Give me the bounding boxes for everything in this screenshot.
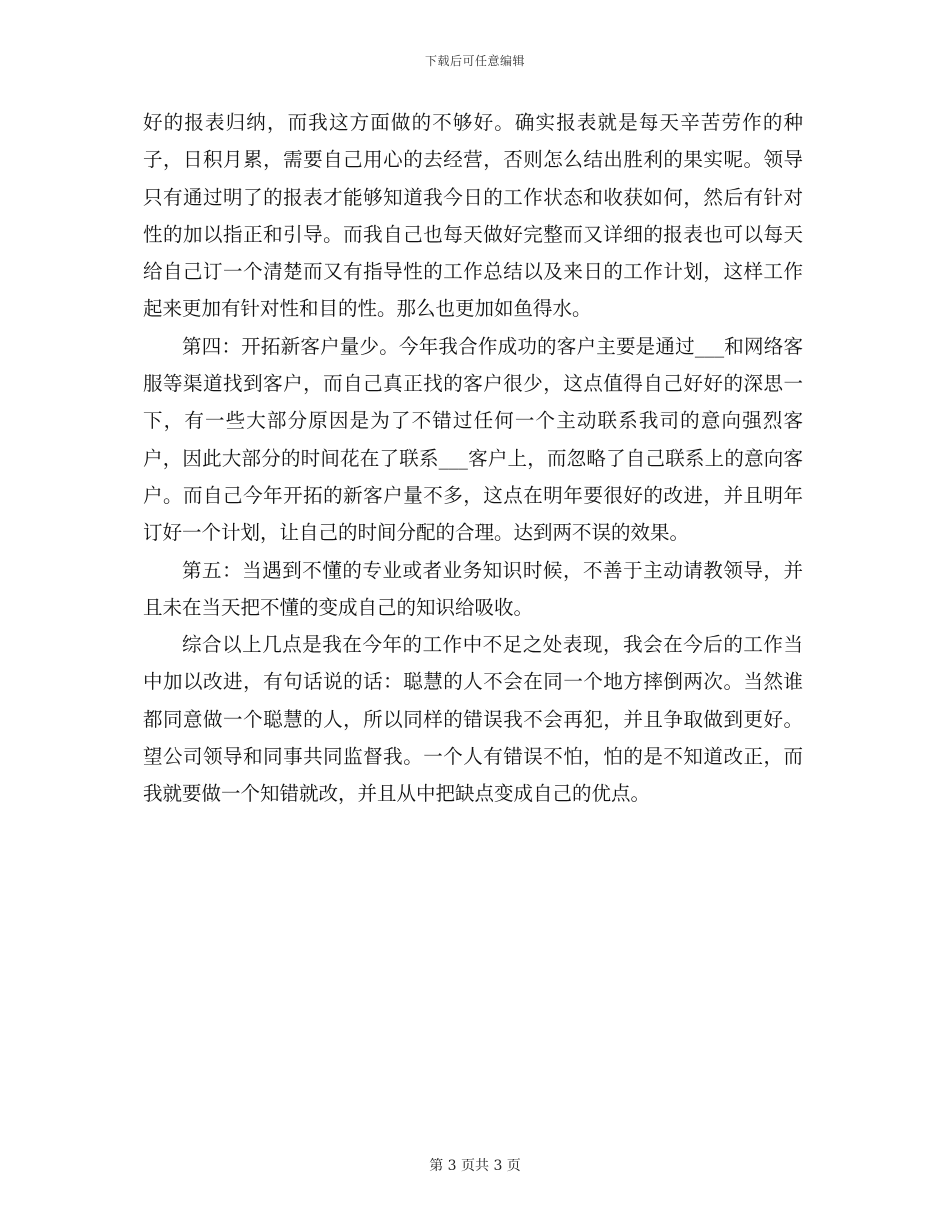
page-number-footer: 第 3 页共 3 页 xyxy=(429,1158,521,1174)
document-body xyxy=(143,104,803,813)
paragraph-point-five: 第五：当遇到不懂的专业或者业务知识时候，不善于主动请教领导，并且未在当天把不懂的变成自己的知识给吸收。 xyxy=(143,558,803,619)
paragraph-reports: 好的报表归纳，而我这方面做的不够好。确实报表就是每天辛苦劳作的种子，日积月累，需要自己用心的去经营，否则怎么结出胜利的果实呢。领导只有通过明了的报表才能够知道我今日的工作状态和收获如何，然后有针对性的加以指正和引导。而我自己也每天做好完整而又详细的报表也可以每天给自己订一个清楚而又有指导性的工作总结以及来日的工作计划，这样工作起来更加有针对性和目的性。那么也更加如鱼得水。 xyxy=(143,111,803,321)
page-header: 下载后可任意编辑 xyxy=(424,54,525,68)
paragraph-point-four: 第四：开拓新客户量少。今年我合作成功的客户主要是通过___和网络客服等渠道找到客户，而自己真正找的客户很少，这点值得自己好好的深思一下，有一些大部分原因是为了不错过任何一个主动联系我司的意向强烈客户，因此大部分的时间花在了联系___客户上，而忽略了自己联系上的意向客户。而自己今年开拓的新客户量不多，这点在明年要很好的改进，并且明年订好一个计划，让自己的时间分配的合理。达到两不误的效果。 xyxy=(143,334,803,545)
paragraph-summary: 综合以上几点是我在今年的工作中不足之处表现，我会在今后的工作当中加以改进，有句话说的话：聪慧的人不会在同一个地方摔倒两次。当然谁都同意做一个聪慧的人，所以同样的错误我不会再犯，并且争取做到更好。望公司领导和同事共同监督我。一个人有错误不怕，怕的是不知道改正，而我就要做一个知错就改，并且从中把缺点变成自己的优点。 xyxy=(143,633,803,806)
